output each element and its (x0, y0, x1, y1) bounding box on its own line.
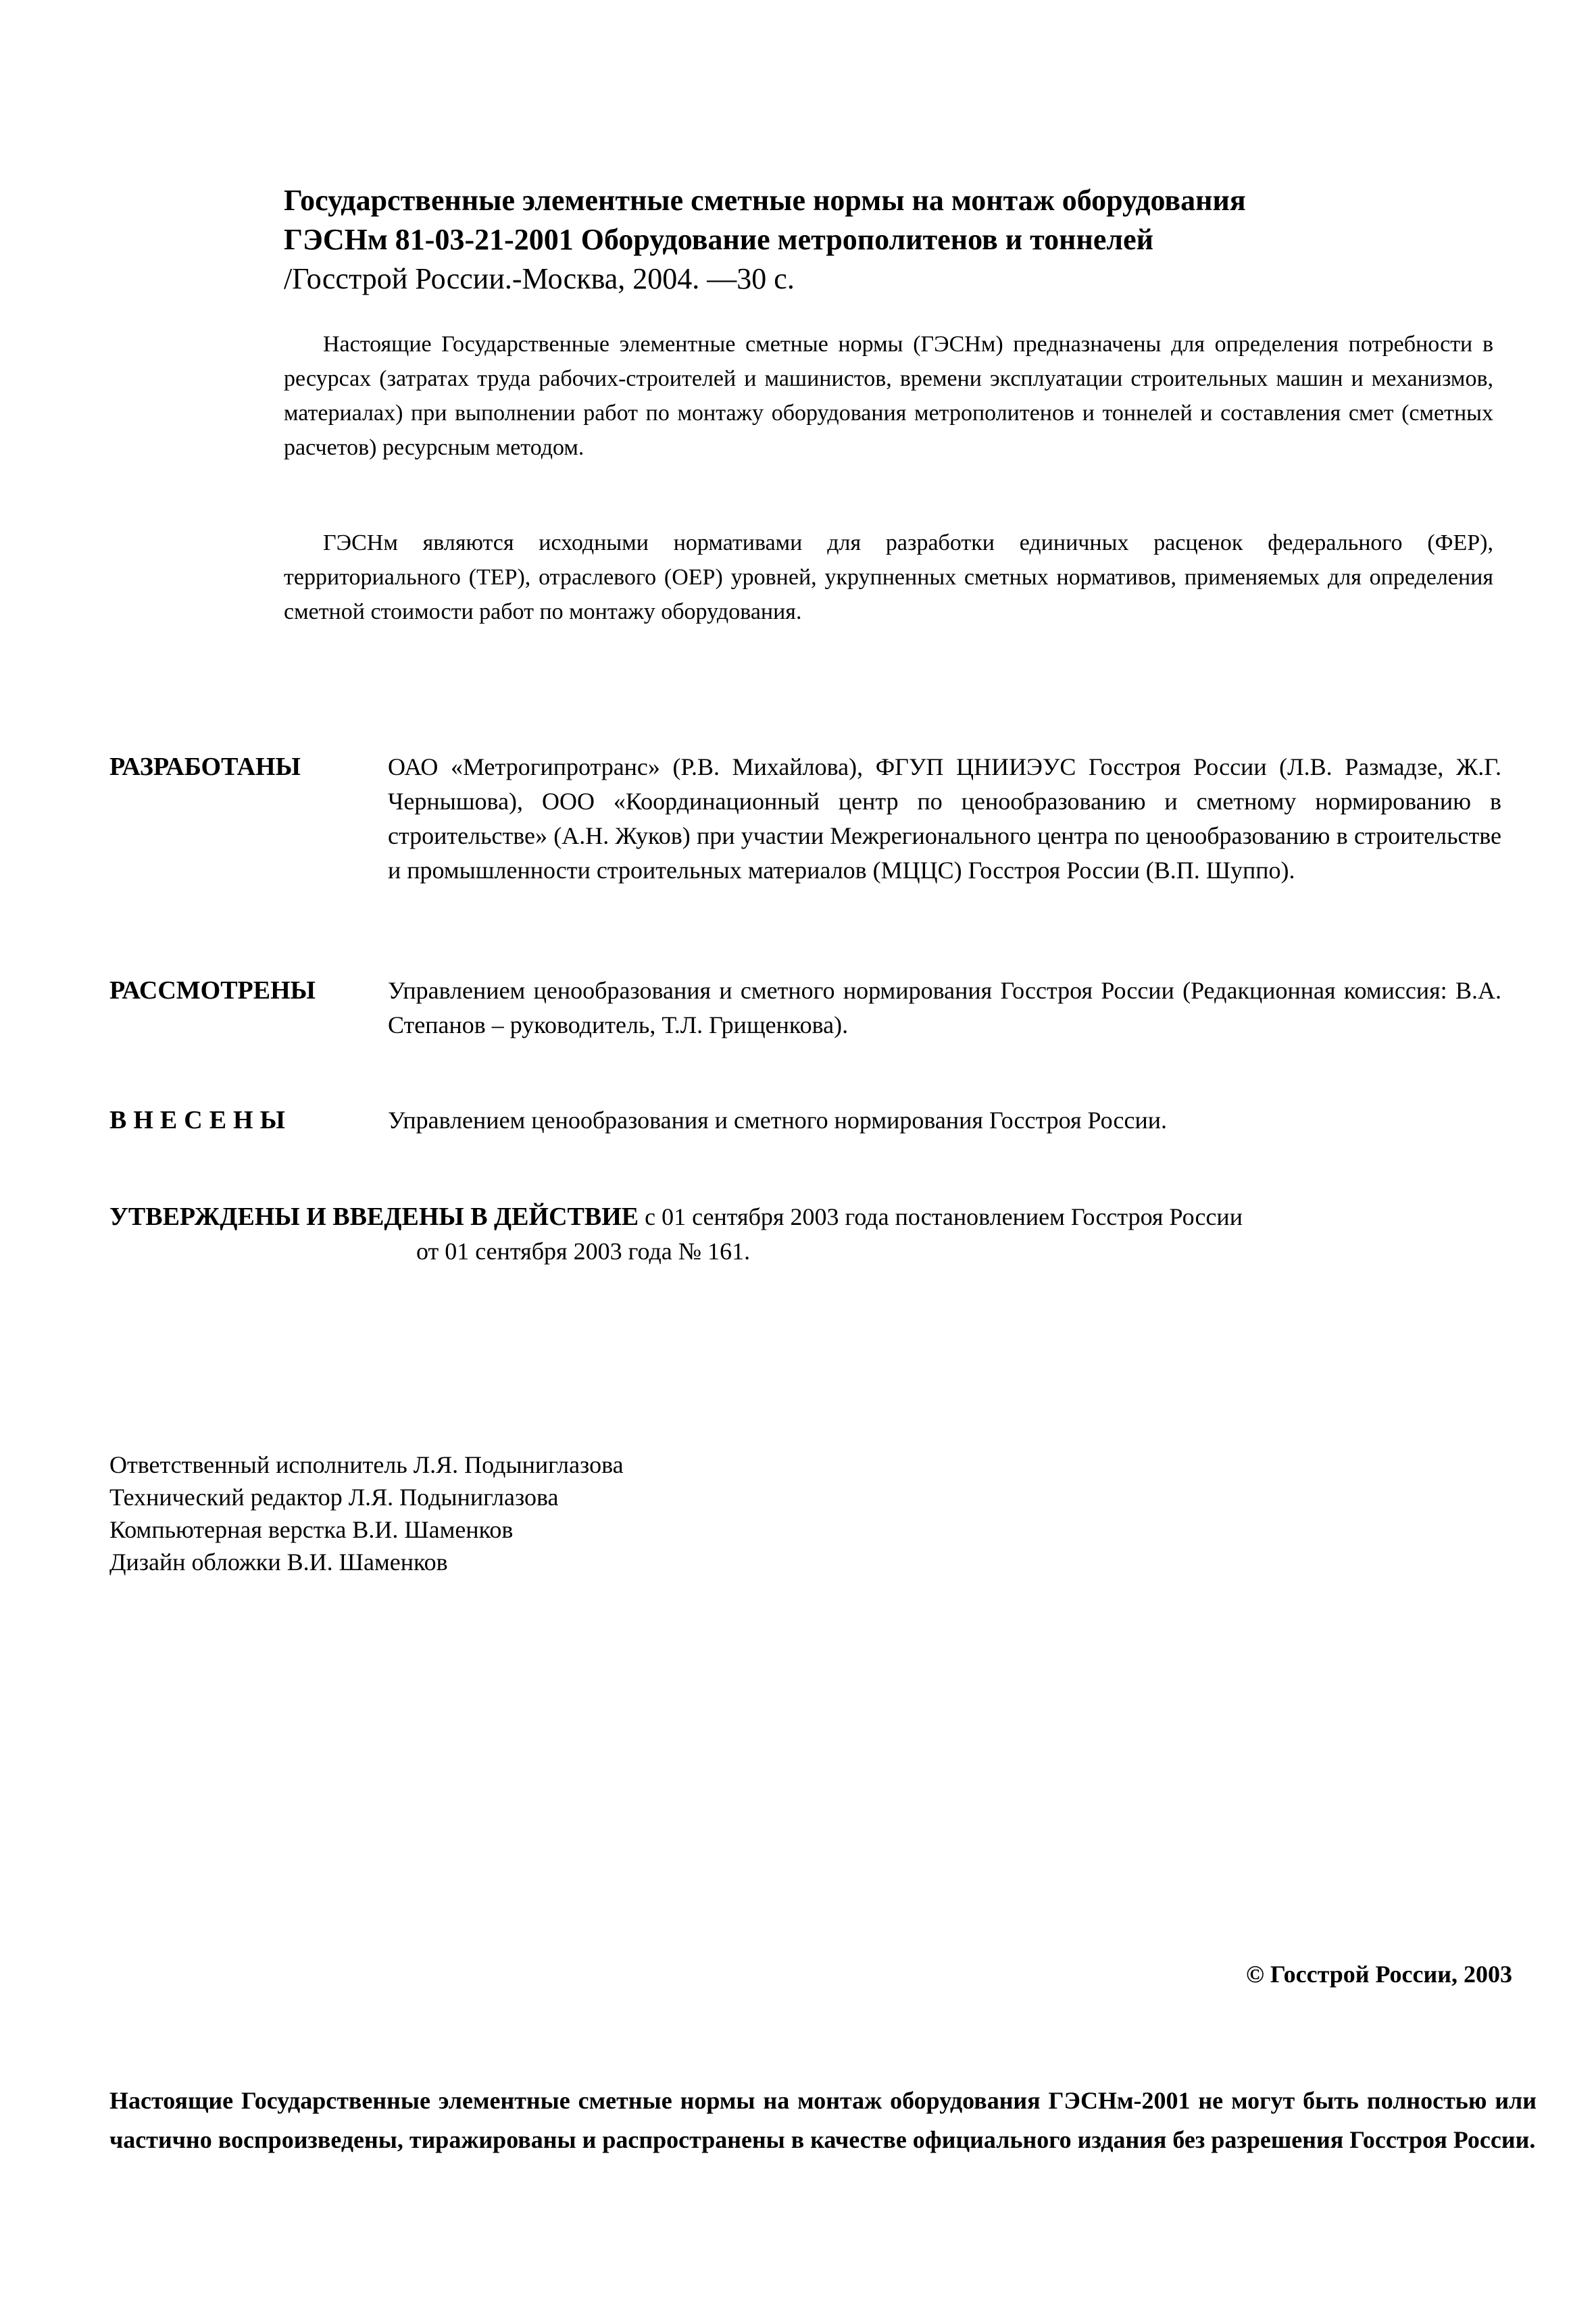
document-header (284, 181, 1500, 299)
reviewed-text: Управлением ценообразования и сметного нормирования Госстроя России (Редакционная комиссия: В.А. Степанов – руководитель, Т.Л. Грищенкова). (388, 977, 1501, 1038)
approved-text-line-1: с 01 сентября 2003 года постановлением Госстроя России (645, 1203, 1243, 1230)
developed-label: РАЗРАБОТАНЫ (109, 753, 301, 781)
approved-text-line-2: от 01 сентября 2003 года № 161. (416, 1238, 751, 1265)
title-line-1: Государственные элементные сметные нормы на монтаж оборудования (284, 184, 1246, 217)
credit-responsible: Ответственный исполнитель Л.Я. Подыниглазова (109, 1451, 624, 1478)
developed-text: ОАО «Метрогипротранс» (Р.В. Михайлова), ФГУП ЦНИИЭУС Госстроя России (Л.В. Размадзе, Ж.Г. Чернышова), ООО «Координационный центр по ценообразованию и сметному нормированию в строительстве» (А.Н. Жуков) при участии Межрегионального центра по ценообразованию в строительстве и промышленности строительных материалов (МЦЦС) Госстроя России (В.П. Шуппо). (388, 753, 1501, 884)
title-line-2: ГЭСНм 81-03-21-2001 Оборудование метрополитенов и тоннелей (284, 223, 1153, 256)
copyright-line: © Госстрой России, 2003 (1245, 1961, 1512, 1988)
credits-list (109, 1449, 920, 1578)
intro-paragraph-1: Настоящие Государственные элементные сметные нормы (ГЭСНм) предназначены для определения потребности в ресурсах (затратах труда рабочих-строителей и машинистов, времени эксплуатации строительных машин и механизмов, материалах) при выполнении работ по монтажу оборудования метрополитенов и тоннелей и составления смет (сметных расчетов) ресурсным методом. (284, 332, 1493, 460)
reviewed-label: РАССМОТРЕНЫ (109, 976, 316, 1005)
copyright-notice: Настоящие Государственные элементные сметные нормы на монтаж оборудования ГЭСНм-2001 не могут быть полностью или частично воспроизведены, тиражированы и распространены в качестве официального издания без разрешения Госстроя России. (109, 2087, 1537, 2153)
submitted-label: ВНЕСЕНЫ (109, 1106, 292, 1134)
credit-tech-editor: Технический редактор Л.Я. Подыниглазова (109, 1484, 559, 1511)
intro-paragraph-2: ГЭСНм являются исходными нормативами для разработки единичных расценок федерального (ФЕР), территориального (ТЕР), отраслевого (ОЕР) уровней, укрупненных сметных нормативов, применяемых для определения сметной стоимости работ по монтажу оборудования. (284, 530, 1493, 624)
credit-layout: Компьютерная верстка В.И. Шаменков (109, 1516, 514, 1543)
approved-label: УТВЕРЖДЕНЫ И ВВЕДЕНЫ В ДЕЙСТВИЕ (109, 1203, 639, 1231)
approved-block (109, 1200, 1501, 1234)
credit-cover-design: Дизайн обложки В.И. Шаменков (109, 1549, 448, 1576)
imprint-line: /Госстрой России.-Москва, 2004. —30 с. (284, 262, 795, 295)
submitted-text: Управлением ценообразования и сметного нормирования Госстроя России. (388, 1107, 1168, 1134)
